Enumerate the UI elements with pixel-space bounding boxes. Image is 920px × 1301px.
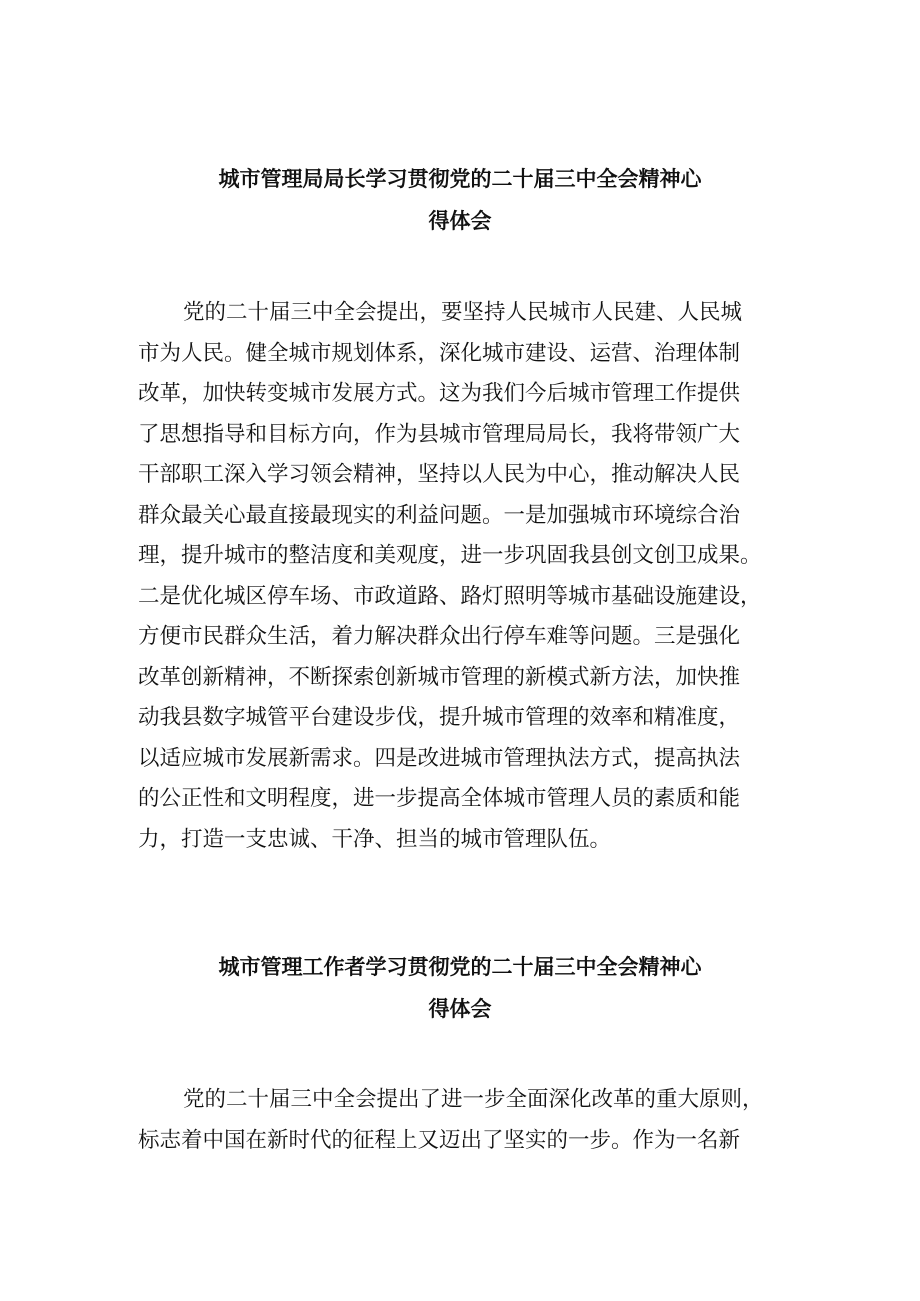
article-body-1 (138, 293, 798, 860)
body-line: 理，提升城市的整洁度和美观度，进一步巩固我县创文创卫成果。 (138, 543, 762, 568)
body-line: 方便市民群众生活，着力解决群众出行停车难等问题。三是强化 (138, 624, 741, 649)
body-line: 以适应城市发展新需求。四是改进城市管理执法方式，提高执法 (138, 745, 741, 771)
body-line: 改革创新精神，不断探索创新城市管理的新模式新方法，加快推 (138, 664, 741, 690)
body-line: 改革，加快转变城市发展方式。这为我们今后城市管理工作提供 (138, 381, 741, 406)
article-title-2 (0, 946, 920, 1030)
title-line: 城市管理局局长学习贯彻党的二十届三中全会精神心 (218, 167, 702, 191)
body-line: 动我县数字城管平台建设步伐，提升城市管理的效率和精准度， (138, 705, 741, 730)
article-title-1 (0, 158, 920, 242)
body-line: 群众最关心最直接最现实的利益问题。一是加强城市环境综合治 (138, 502, 741, 528)
body-line: 的公正性和文明程度，进一步提高全体城市管理人员的素质和能 (138, 786, 741, 811)
title-line: 得体会 (428, 997, 492, 1021)
body-line: 党的二十届三中全会提出，要坚持人民城市人民建、人民城 (183, 300, 743, 325)
title-line: 得体会 (428, 209, 492, 233)
body-line: 了思想指导和目标方向，作为县城市管理局局长，我将带领广大 (138, 421, 741, 447)
article-body-2 (138, 1080, 798, 1161)
body-line: 党的二十届三中全会提出了进一步全面深化改革的重大原则， (183, 1087, 764, 1112)
body-line: 力，打造一支忠诚、干净、担当的城市管理队伍。 (138, 826, 612, 852)
body-line: 标志着中国在新时代的征程上又迈出了坚实的一步。作为一名新 (138, 1127, 741, 1153)
title-line: 城市管理工作者学习贯彻党的二十届三中全会精神心 (218, 955, 702, 979)
body-line: 二是优化城区停车场、市政道路、路灯照明等城市基础设施建设， (138, 583, 762, 609)
body-line: 干部职工深入学习领会精神，坚持以人民为中心，推动解决人民 (138, 462, 741, 487)
body-line: 市为人民。健全城市规划体系，深化城市建设、运营、治理体制 (138, 340, 741, 366)
